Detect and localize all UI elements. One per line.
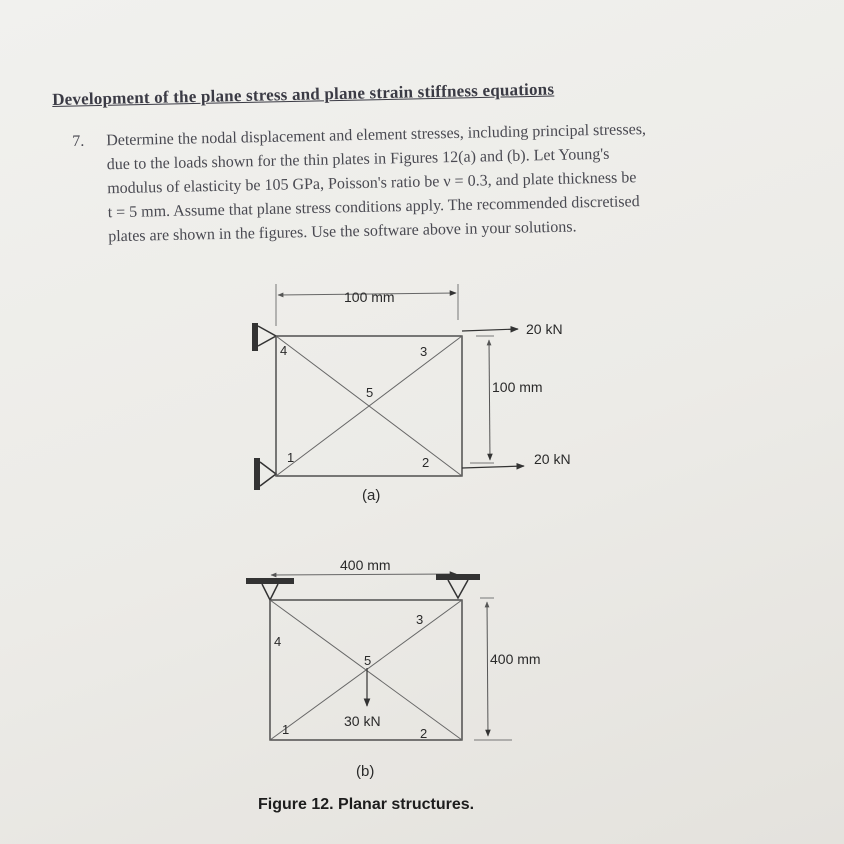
section-heading: Development of the plane stress and plane strain stiffness equations: [52, 79, 555, 109]
figure-label-b: (b): [356, 763, 375, 780]
figure-caption: Figure 12. Planar structures.: [258, 796, 475, 813]
node-label-a: 4: [280, 343, 288, 358]
node-label-b: 1: [282, 722, 290, 737]
node-label-a: 1: [287, 450, 295, 465]
node-label-b: 5: [364, 653, 372, 668]
load-label-b: 30 kN: [344, 713, 381, 729]
problem-line: t = 5 mm. Assume that plane stress conditions apply. The recommended discretised: [107, 193, 640, 222]
dimension-width-b: [271, 557, 456, 575]
pin-support-left-b: [246, 578, 294, 600]
node-label-b: 3: [416, 612, 424, 627]
problem-number: 7.: [72, 132, 85, 150]
height-label-b: 400 mm: [490, 651, 541, 667]
load-label-top-a: 20 kN: [526, 321, 563, 337]
node-label-a: 2: [422, 455, 430, 470]
node-label-b: 4: [274, 634, 282, 649]
problem-line: Determine the nodal displacement and element stresses, including principal stresses,: [106, 120, 647, 150]
node-label-b: 2: [420, 726, 428, 741]
pin-support-right-b: [436, 574, 480, 598]
problem-line: due to the loads shown for the thin plates in Figures 12(a) and (b). Let Young's: [106, 145, 610, 174]
problem-line: plates are shown in the figures. Use the software above in your solutions.: [108, 218, 577, 246]
figure-label-a: (a): [362, 487, 381, 504]
dimension-height-b: [474, 598, 541, 740]
width-label-b: 400 mm: [340, 557, 391, 573]
load-label-bottom-a: 20 kN: [534, 451, 571, 467]
node-label-a: 3: [420, 344, 428, 359]
problem-line: modulus of elasticity be 105 GPa, Poisson's ratio be ν = 0.3, and plate thickness be: [107, 169, 637, 198]
height-label-a: 100 mm: [492, 379, 543, 395]
node-label-a: 5: [366, 385, 374, 400]
width-label-a: 100 mm: [344, 289, 395, 305]
